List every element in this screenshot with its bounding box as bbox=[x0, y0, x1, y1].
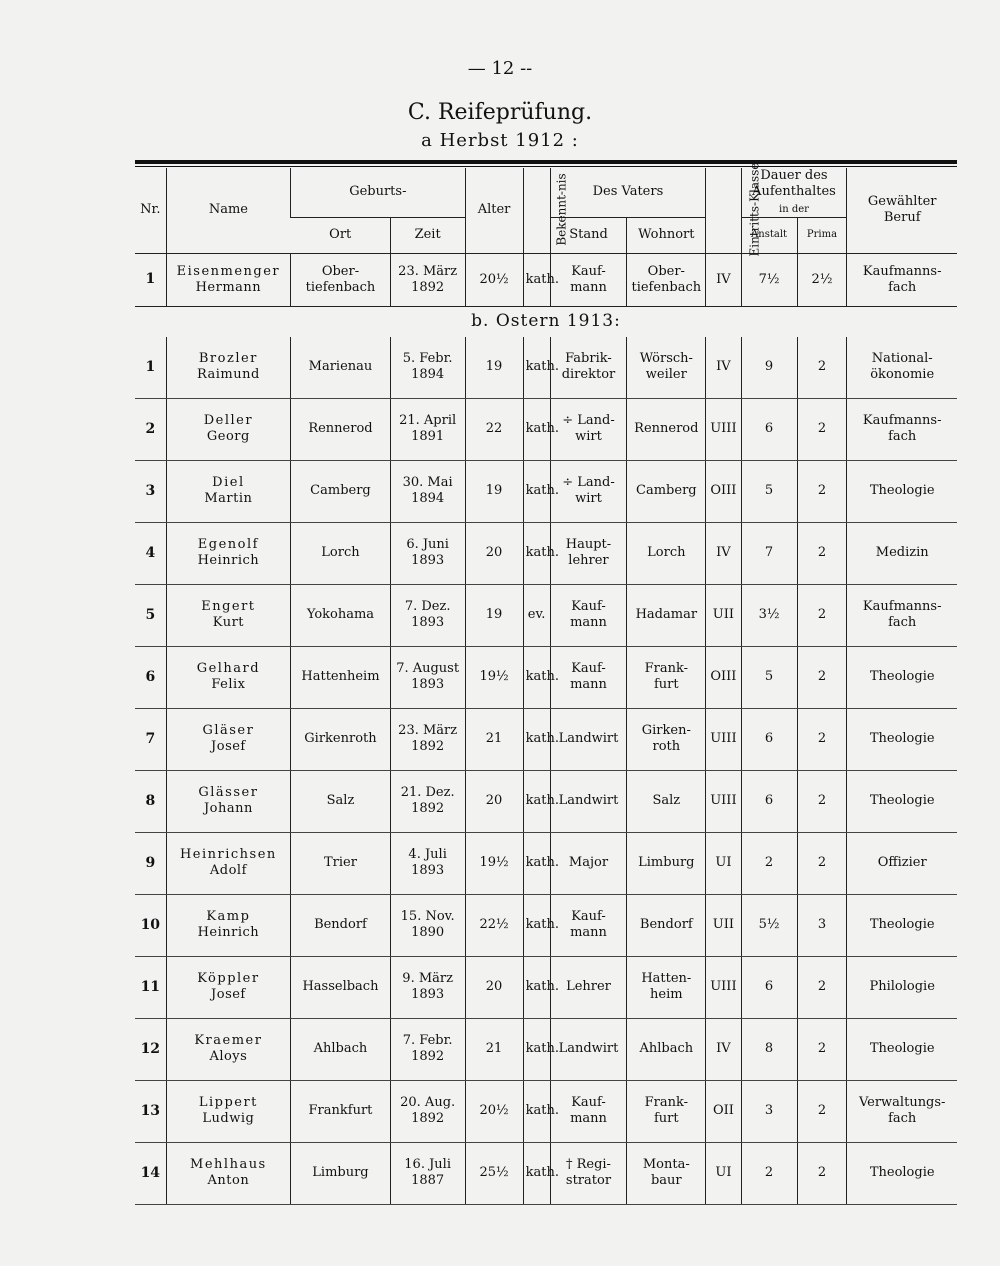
section-a-title: a Herbst 1912 : bbox=[421, 130, 579, 151]
cell-job: Theologie bbox=[847, 708, 957, 770]
cell-anstalt: 5 bbox=[741, 460, 797, 522]
cell-alter: 19½ bbox=[465, 832, 523, 894]
cell-alter: 19 bbox=[465, 460, 523, 522]
cell-job: Kaufmanns- fach bbox=[847, 398, 957, 460]
cell-name: Brozler Raimund bbox=[166, 337, 291, 399]
cell-job: Kaufmanns- fach bbox=[847, 584, 957, 646]
cell-nr: 6 bbox=[135, 646, 166, 708]
cell-alter: 21 bbox=[465, 708, 523, 770]
cell-zeit: 4. Juli 1893 bbox=[390, 832, 465, 894]
cell-alter: 19½ bbox=[465, 646, 523, 708]
cell-ort: Lorch bbox=[291, 522, 391, 584]
cell-wohn: Limburg bbox=[627, 832, 706, 894]
cell-zeit: 7. Dez. 1893 bbox=[390, 584, 465, 646]
cell-alter: 21 bbox=[465, 1018, 523, 1080]
cell-wohn: Hatten- heim bbox=[627, 956, 706, 1018]
cell-klasse: UI bbox=[706, 1142, 741, 1204]
cell-ort: Ober- tiefenbach bbox=[291, 253, 391, 306]
cell-bek: kath. bbox=[523, 770, 550, 832]
cell-name: Köppler Josef bbox=[166, 956, 291, 1018]
cell-alter: 20½ bbox=[465, 253, 523, 306]
cell-wohn: Salz bbox=[627, 770, 706, 832]
cell-job: Theologie bbox=[847, 1018, 957, 1080]
cell-zeit: 23. März 1892 bbox=[390, 253, 465, 306]
cell-stand: Landwirt bbox=[550, 770, 627, 832]
cell-alter: 20½ bbox=[465, 1080, 523, 1142]
header-rule-thin bbox=[135, 166, 957, 167]
header-eintritts-klasse: Eintritts-Klasse bbox=[706, 168, 741, 253]
header-prima: Prima bbox=[797, 217, 847, 253]
table-row bbox=[135, 1018, 957, 1080]
cell-ort: Bendorf bbox=[291, 894, 391, 956]
cell-anstalt: 3 bbox=[741, 1080, 797, 1142]
cell-anstalt: 6 bbox=[741, 770, 797, 832]
cell-alter: 22 bbox=[465, 398, 523, 460]
cell-stand: Kauf- mann bbox=[550, 1080, 627, 1142]
page-title: C. Reifeprüfung. bbox=[407, 100, 593, 125]
cell-klasse: UIII bbox=[706, 708, 741, 770]
cell-ort: Hasselbach bbox=[291, 956, 391, 1018]
cell-anstalt: 8 bbox=[741, 1018, 797, 1080]
cell-ort: Limburg bbox=[291, 1142, 391, 1204]
cell-wohn: Ober- tiefenbach bbox=[627, 253, 706, 306]
cell-name: Heinrichsen Adolf bbox=[166, 832, 291, 894]
cell-stand: ÷ Land- wirt bbox=[550, 398, 627, 460]
cell-prima: 2 bbox=[797, 398, 847, 460]
cell-anstalt: 2 bbox=[741, 832, 797, 894]
cell-prima: 2 bbox=[797, 1080, 847, 1142]
easter-rows bbox=[135, 337, 957, 1205]
cell-klasse: UIII bbox=[706, 956, 741, 1018]
cell-wohn: Hadamar bbox=[627, 584, 706, 646]
cell-ort: Trier bbox=[291, 832, 391, 894]
cell-zeit: 9. März 1893 bbox=[390, 956, 465, 1018]
cell-anstalt: 9 bbox=[741, 337, 797, 399]
cell-alter: 19 bbox=[465, 584, 523, 646]
cell-name: Kamp Heinrich bbox=[166, 894, 291, 956]
cell-prima: 2 bbox=[797, 708, 847, 770]
cell-job: National- ökonomie bbox=[847, 337, 957, 399]
cell-ort: Rennerod bbox=[291, 398, 391, 460]
cell-name: Diel Martin bbox=[166, 460, 291, 522]
cell-anstalt: 5 bbox=[741, 646, 797, 708]
cell-nr: 7 bbox=[135, 708, 166, 770]
cell-nr: 1 bbox=[135, 253, 166, 306]
cell-nr: 1 bbox=[135, 337, 166, 399]
cell-klasse: IV bbox=[706, 337, 741, 399]
header-dauer: Dauer des Aufenthaltes in der bbox=[741, 168, 847, 217]
cell-wohn: Wörsch- weiler bbox=[627, 337, 706, 399]
cell-ort: Girkenroth bbox=[291, 708, 391, 770]
cell-wohn: Frank- furt bbox=[627, 1080, 706, 1142]
table-row bbox=[135, 1142, 957, 1204]
cell-nr: 11 bbox=[135, 956, 166, 1018]
cell-anstalt: 2 bbox=[741, 1142, 797, 1204]
header-rule-thick bbox=[135, 160, 957, 164]
cell-ort: Camberg bbox=[291, 460, 391, 522]
cell-alter: 20 bbox=[465, 770, 523, 832]
cell-stand: Haupt- lehrer bbox=[550, 522, 627, 584]
cell-alter: 19 bbox=[465, 337, 523, 399]
cell-klasse: OIII bbox=[706, 646, 741, 708]
cell-ort: Marienau bbox=[291, 337, 391, 399]
cell-wohn: Frank- furt bbox=[627, 646, 706, 708]
cell-zeit: 21. Dez. 1892 bbox=[390, 770, 465, 832]
header-geburts: Geburts- bbox=[291, 168, 465, 217]
cell-prima: 2 bbox=[797, 337, 847, 399]
cell-ort: Ahlbach bbox=[291, 1018, 391, 1080]
cell-stand: Kauf- mann bbox=[550, 253, 627, 306]
cell-nr: 3 bbox=[135, 460, 166, 522]
cell-job: Theologie bbox=[847, 894, 957, 956]
cell-bek: kath. bbox=[523, 1142, 550, 1204]
cell-zeit: 30. Mai 1894 bbox=[390, 460, 465, 522]
cell-job: Theologie bbox=[847, 460, 957, 522]
cell-ort: Salz bbox=[291, 770, 391, 832]
cell-nr: 5 bbox=[135, 584, 166, 646]
cell-bek: kath. bbox=[523, 708, 550, 770]
cell-name: Gelhard Felix bbox=[166, 646, 291, 708]
table-row bbox=[135, 584, 957, 646]
cell-stand: Kauf- mann bbox=[550, 894, 627, 956]
cell-anstalt: 7½ bbox=[741, 253, 797, 306]
cell-stand: Landwirt bbox=[550, 1018, 627, 1080]
cell-wohn: Rennerod bbox=[627, 398, 706, 460]
page-number: — 12 -- bbox=[467, 58, 533, 79]
cell-bek: kath. bbox=[523, 522, 550, 584]
section-b-row bbox=[135, 306, 957, 337]
cell-wohn: Monta- baur bbox=[627, 1142, 706, 1204]
table-row bbox=[135, 956, 957, 1018]
cell-prima: 2 bbox=[797, 770, 847, 832]
table-row bbox=[135, 770, 957, 832]
cell-bek: ev. bbox=[523, 584, 550, 646]
cell-prima: 2 bbox=[797, 646, 847, 708]
cell-anstalt: 3½ bbox=[741, 584, 797, 646]
cell-bek: kath. bbox=[523, 253, 550, 306]
cell-bek: kath. bbox=[523, 1018, 550, 1080]
cell-prima: 2 bbox=[797, 1018, 847, 1080]
cell-zeit: 6. Juni 1893 bbox=[390, 522, 465, 584]
cell-bek: kath. bbox=[523, 646, 550, 708]
cell-name: Glässer Johann bbox=[166, 770, 291, 832]
cell-alter: 20 bbox=[465, 522, 523, 584]
cell-anstalt: 6 bbox=[741, 398, 797, 460]
cell-job: Theologie bbox=[847, 770, 957, 832]
results-table bbox=[135, 162, 957, 1205]
cell-klasse: UIII bbox=[706, 770, 741, 832]
cell-zeit: 7. Febr. 1892 bbox=[390, 1018, 465, 1080]
cell-prima: 2 bbox=[797, 956, 847, 1018]
cell-stand: Lehrer bbox=[550, 956, 627, 1018]
header-stand: Stand bbox=[550, 217, 627, 253]
cell-nr: 8 bbox=[135, 770, 166, 832]
header-alter: Alter bbox=[465, 168, 523, 253]
cell-anstalt: 7 bbox=[741, 522, 797, 584]
table-row bbox=[135, 253, 957, 306]
table-row bbox=[135, 522, 957, 584]
header-wohnort: Wohnort bbox=[627, 217, 706, 253]
cell-wohn: Bendorf bbox=[627, 894, 706, 956]
cell-zeit: 7. August 1893 bbox=[390, 646, 465, 708]
cell-klasse: UII bbox=[706, 894, 741, 956]
header-in-der: in der bbox=[779, 203, 809, 215]
cell-stand: † Regi- strator bbox=[550, 1142, 627, 1204]
cell-alter: 22½ bbox=[465, 894, 523, 956]
cell-bek: kath. bbox=[523, 460, 550, 522]
cell-alter: 25½ bbox=[465, 1142, 523, 1204]
cell-bek: kath. bbox=[523, 894, 550, 956]
header-beruf: Gewählter Beruf bbox=[847, 168, 957, 253]
cell-name: Kraemer Aloys bbox=[166, 1018, 291, 1080]
cell-job: Theologie bbox=[847, 1142, 957, 1204]
table-row bbox=[135, 708, 957, 770]
cell-zeit: 21. April 1891 bbox=[390, 398, 465, 460]
cell-wohn: Camberg bbox=[627, 460, 706, 522]
header-zeit: Zeit bbox=[390, 217, 465, 253]
cell-job: Theologie bbox=[847, 646, 957, 708]
cell-prima: 2½ bbox=[797, 253, 847, 306]
cell-job: Philologie bbox=[847, 956, 957, 1018]
cell-klasse: IV bbox=[706, 522, 741, 584]
cell-bek: kath. bbox=[523, 337, 550, 399]
cell-anstalt: 6 bbox=[741, 956, 797, 1018]
cell-prima: 2 bbox=[797, 832, 847, 894]
cell-prima: 2 bbox=[797, 522, 847, 584]
cell-prima: 2 bbox=[797, 1142, 847, 1204]
cell-ort: Hattenheim bbox=[291, 646, 391, 708]
header-name: Name bbox=[166, 168, 291, 253]
header-bekenntnis: Bekennt-nis bbox=[523, 168, 550, 253]
cell-zeit: 5. Febr. 1894 bbox=[390, 337, 465, 399]
cell-alter: 20 bbox=[465, 956, 523, 1018]
table-row bbox=[135, 894, 957, 956]
cell-zeit: 16. Juli 1887 bbox=[390, 1142, 465, 1204]
cell-klasse: IV bbox=[706, 1018, 741, 1080]
cell-name: Deller Georg bbox=[166, 398, 291, 460]
cell-ort: Yokohama bbox=[291, 584, 391, 646]
cell-job: Medizin bbox=[847, 522, 957, 584]
cell-klasse: UII bbox=[706, 584, 741, 646]
cell-nr: 10 bbox=[135, 894, 166, 956]
cell-prima: 3 bbox=[797, 894, 847, 956]
cell-klasse: UIII bbox=[706, 398, 741, 460]
cell-klasse: OII bbox=[706, 1080, 741, 1142]
autumn-rows bbox=[135, 253, 957, 306]
cell-bek: kath. bbox=[523, 956, 550, 1018]
table-row bbox=[135, 646, 957, 708]
cell-nr: 2 bbox=[135, 398, 166, 460]
cell-klasse: UI bbox=[706, 832, 741, 894]
cell-zeit: 15. Nov. 1890 bbox=[390, 894, 465, 956]
cell-nr: 4 bbox=[135, 522, 166, 584]
cell-stand: Kauf- mann bbox=[550, 646, 627, 708]
cell-klasse: OIII bbox=[706, 460, 741, 522]
cell-prima: 2 bbox=[797, 584, 847, 646]
cell-nr: 13 bbox=[135, 1080, 166, 1142]
cell-name: Mehlhaus Anton bbox=[166, 1142, 291, 1204]
cell-wohn: Ahlbach bbox=[627, 1018, 706, 1080]
cell-job: Kaufmanns- fach bbox=[847, 253, 957, 306]
cell-prima: 2 bbox=[797, 460, 847, 522]
cell-wohn: Lorch bbox=[627, 522, 706, 584]
cell-name: Egenolf Heinrich bbox=[166, 522, 291, 584]
cell-stand: Fabrik- direktor bbox=[550, 337, 627, 399]
cell-anstalt: 5½ bbox=[741, 894, 797, 956]
cell-nr: 14 bbox=[135, 1142, 166, 1204]
cell-bek: kath. bbox=[523, 398, 550, 460]
table-row bbox=[135, 398, 957, 460]
cell-stand: Major bbox=[550, 832, 627, 894]
cell-anstalt: 6 bbox=[741, 708, 797, 770]
header-ort: Ort bbox=[291, 217, 391, 253]
cell-name: Engert Kurt bbox=[166, 584, 291, 646]
table-row bbox=[135, 337, 957, 399]
cell-stand: Kauf- mann bbox=[550, 584, 627, 646]
header-des-vaters: Des Vaters bbox=[550, 168, 706, 217]
cell-zeit: 23. März 1892 bbox=[390, 708, 465, 770]
cell-zeit: 20. Aug. 1892 bbox=[390, 1080, 465, 1142]
header-nr: Nr. bbox=[135, 168, 166, 253]
section-b-title: b. Ostern 1913: bbox=[471, 311, 621, 332]
cell-ort: Frankfurt bbox=[291, 1080, 391, 1142]
table-row bbox=[135, 460, 957, 522]
cell-nr: 12 bbox=[135, 1018, 166, 1080]
cell-stand: Landwirt bbox=[550, 708, 627, 770]
cell-wohn: Girken- roth bbox=[627, 708, 706, 770]
cell-name: Gläser Josef bbox=[166, 708, 291, 770]
cell-klasse: IV bbox=[706, 253, 741, 306]
cell-bek: kath. bbox=[523, 832, 550, 894]
table-row bbox=[135, 1080, 957, 1142]
cell-bek: kath. bbox=[523, 1080, 550, 1142]
table-row bbox=[135, 832, 957, 894]
cell-job: Offizier bbox=[847, 832, 957, 894]
cell-name: Eisenmenger Hermann bbox=[166, 253, 291, 306]
cell-name: Lippert Ludwig bbox=[166, 1080, 291, 1142]
cell-stand: ÷ Land- wirt bbox=[550, 460, 627, 522]
cell-nr: 9 bbox=[135, 832, 166, 894]
header-anstalt: Anstalt bbox=[741, 217, 797, 253]
cell-job: Verwaltungs- fach bbox=[847, 1080, 957, 1142]
